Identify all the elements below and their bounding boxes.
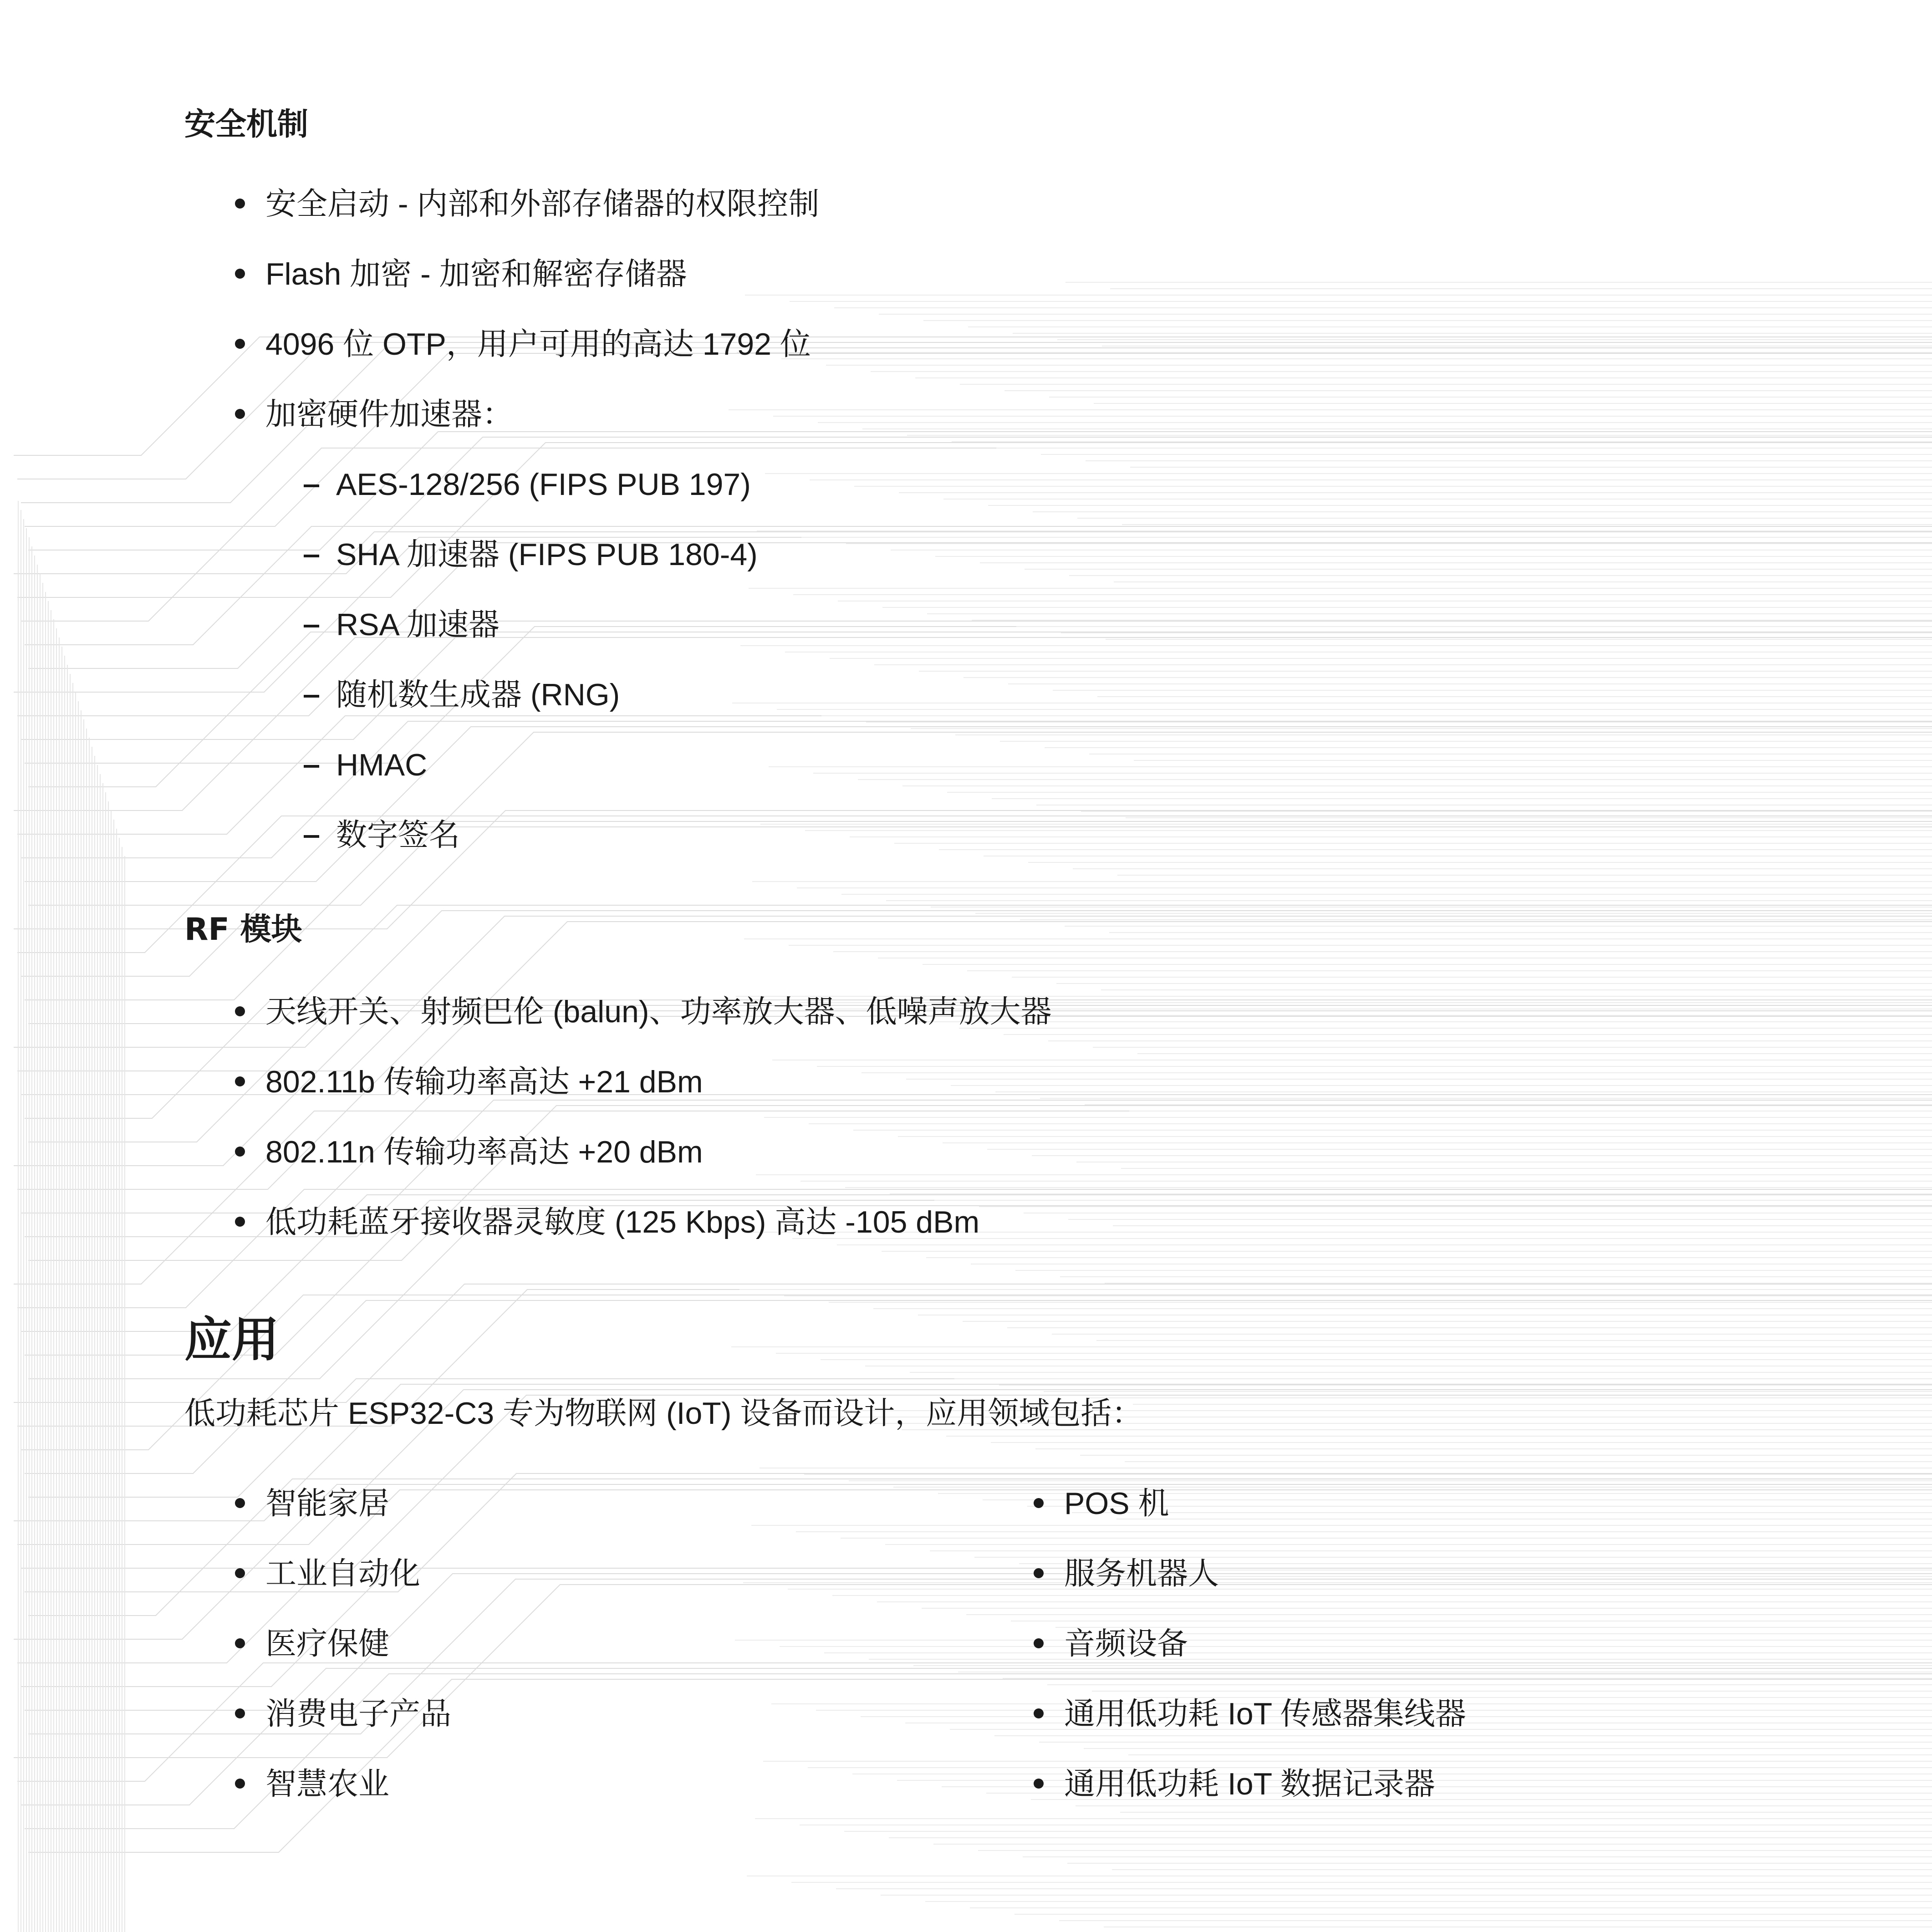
bullet-icon xyxy=(1034,1779,1044,1789)
bullet-icon xyxy=(235,1708,245,1718)
security-heading: 安全机制 xyxy=(184,107,309,143)
bullet-icon xyxy=(1034,1498,1044,1508)
list-item: 音频设备 xyxy=(1064,1626,1188,1661)
sublist-item: AES-128/256 (FIPS PUB 197) xyxy=(336,467,751,502)
list-item: 4096 位 OTP，用户可用的高达 1792 位 xyxy=(265,327,811,362)
list-item: Flash 加密 - 加密和解密存储器 xyxy=(265,257,687,291)
list-item: 工业自动化 xyxy=(265,1556,421,1591)
dash-icon xyxy=(304,695,319,698)
bullet-icon xyxy=(1034,1708,1044,1718)
list-item: 消费电子产品 xyxy=(265,1697,452,1731)
dash-icon xyxy=(304,765,319,768)
sublist-item: HMAC xyxy=(336,748,428,782)
sublist-item: SHA 加速器 (FIPS PUB 180-4) xyxy=(336,537,758,572)
list-item: 低功耗蓝牙接收器灵敏度 (125 Kbps) 高达 -105 dBm xyxy=(265,1205,980,1239)
list-item: 802.11b 传输功率高达 +21 dBm xyxy=(265,1065,703,1099)
list-item: 通用低功耗 IoT 传感器集线器 xyxy=(1064,1697,1466,1731)
bullet-icon xyxy=(1034,1568,1044,1578)
dash-icon xyxy=(304,835,319,838)
list-item: POS 机 xyxy=(1064,1486,1169,1521)
bullet-icon xyxy=(235,1217,245,1227)
bullet-icon xyxy=(235,1147,245,1157)
dash-icon xyxy=(304,484,319,487)
bullet-icon xyxy=(235,1568,245,1578)
list-item: 智能家居 xyxy=(265,1486,390,1521)
list-item: 802.11n 传输功率高达 +20 dBm xyxy=(265,1135,703,1169)
bullet-icon xyxy=(235,269,245,279)
bullet-icon xyxy=(235,199,245,209)
bullet-icon xyxy=(235,339,245,349)
bullet-icon xyxy=(235,1638,245,1648)
list-item: 医疗保健 xyxy=(265,1626,390,1661)
bullet-icon xyxy=(235,409,245,419)
bullet-icon xyxy=(1034,1638,1044,1648)
bullet-icon xyxy=(235,1498,245,1508)
list-item: 安全启动 - 内部和外部存储器的权限控制 xyxy=(265,187,820,221)
sublist-item: 随机数生成器 (RNG) xyxy=(336,678,620,712)
applications-heading: 应用 xyxy=(184,1311,280,1367)
sublist-item: RSA 加速器 xyxy=(336,607,500,642)
rf-heading: RF 模块 xyxy=(184,912,302,948)
list-item: 智慧农业 xyxy=(265,1767,390,1801)
list-item: 通用低功耗 IoT 数据记录器 xyxy=(1064,1767,1435,1801)
sublist-item: 数字签名 xyxy=(336,818,460,852)
bullet-icon xyxy=(235,1076,245,1086)
dash-icon xyxy=(304,555,319,557)
applications-intro: 低功耗芯片 ESP32-C3 专为物联网 (IoT) 设备而设计，应用领域包括： xyxy=(184,1396,1143,1431)
list-item: 天线开关、射频巴伦 (balun)、功率放大器、低噪声放大器 xyxy=(265,994,1052,1029)
list-item: 加密硬件加速器： xyxy=(265,397,514,432)
bullet-icon xyxy=(235,1006,245,1016)
bullet-icon xyxy=(235,1779,245,1789)
dash-icon xyxy=(304,625,319,627)
list-item: 服务机器人 xyxy=(1064,1556,1219,1591)
